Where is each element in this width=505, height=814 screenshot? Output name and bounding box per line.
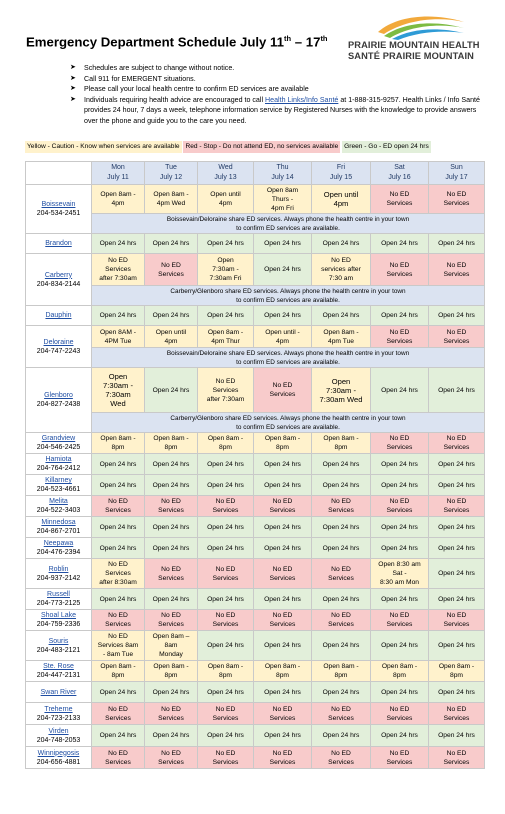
schedule-cell: Open 24 hrs <box>371 631 429 661</box>
ed-schedule-table <box>25 161 485 769</box>
schedule-cell: Open 24 hrs <box>254 454 312 475</box>
location-cell <box>26 475 92 496</box>
location-link[interactable]: Souris <box>48 637 69 645</box>
location-link[interactable]: Glenboro <box>44 392 73 399</box>
schedule-cell: Open 24 hrs <box>371 682 429 703</box>
location-link[interactable]: Neepawa <box>43 540 74 547</box>
table-row <box>26 496 485 517</box>
schedule-cell: Open 24 hrs <box>254 517 312 538</box>
schedule-cell: No ED Services <box>198 496 254 517</box>
schedule-cell: Open 8am - 4pm Tue <box>312 326 371 348</box>
location-phone: 204-867-2701 <box>36 528 81 535</box>
schedule-cell: No ED Services after 7:30am <box>198 368 254 413</box>
location-link[interactable]: Roblin <box>48 565 69 573</box>
schedule-cell: Open until 4pm <box>198 185 254 214</box>
location-link[interactable]: Deloraine <box>43 338 74 346</box>
schedule-cell: No ED Services <box>145 747 198 769</box>
schedule-cell: No ED Services <box>254 368 312 413</box>
schedule-cell: Open 24 hrs <box>371 725 429 747</box>
shared-services-note: Carberry/Glenboro share ED services. Always phone the health centre in your town to confirm ED services are available. <box>92 413 485 433</box>
schedule-cell: Open 24 hrs <box>145 725 198 747</box>
location-link[interactable]: Carberry <box>44 271 73 279</box>
table-header-row <box>26 162 485 185</box>
table-row <box>26 306 485 326</box>
schedule-cell: Open 24 hrs <box>92 725 145 747</box>
schedule-cell: No ED Services <box>198 559 254 589</box>
schedule-cell: No ED Services <box>429 747 485 769</box>
location-link[interactable]: Treherne <box>44 705 73 713</box>
schedule-cell: No ED Services <box>254 703 312 725</box>
schedule-cell: Open 24 hrs <box>145 454 198 475</box>
location-cell <box>26 538 92 559</box>
title-mid: – 17 <box>291 34 321 50</box>
schedule-cell: Open 24 hrs <box>145 589 198 610</box>
schedule-cell: Open 24 hrs <box>371 517 429 538</box>
table-row <box>26 703 485 725</box>
logo-text-english: PRAIRIE MOUNTAIN HEALTH <box>348 40 480 50</box>
schedule-cell: No ED Services 8am - 8am Tue <box>92 631 145 661</box>
schedule-cell: No ED Services <box>429 703 485 725</box>
schedule-cell: No ED Services <box>312 703 371 725</box>
schedule-cell: Open 24 hrs <box>254 234 312 254</box>
shared-services-note: Boissevain/Deloraine share ED services. Always phone the health centre in your town to confirm ED services are available. <box>92 214 485 234</box>
schedule-cell: No ED Services <box>92 610 145 631</box>
location-phone: 204-834-2144 <box>36 280 81 288</box>
day-header: Thu July 14 <box>254 162 312 185</box>
location-cell <box>26 496 92 517</box>
location-cell <box>26 703 92 725</box>
location-phone: 204-827-2438 <box>36 401 81 408</box>
table-row <box>26 475 485 496</box>
schedule-cell: No ED Services <box>92 496 145 517</box>
schedule-cell: Open 24 hrs <box>198 682 254 703</box>
schedule-cell: No ED Services <box>371 703 429 725</box>
notice-item <box>70 84 490 95</box>
schedule-cell: Open 8am Thurs - 4pm Fri <box>254 185 312 214</box>
shared-services-note-row <box>26 348 485 368</box>
location-cell <box>26 326 92 368</box>
shared-services-note-row <box>26 214 485 234</box>
schedule-cell: Open 24 hrs <box>312 538 371 559</box>
schedule-cell: Open 8am - 8pm <box>92 433 145 454</box>
schedule-cell: Open 24 hrs <box>198 306 254 326</box>
table-row <box>26 725 485 747</box>
schedule-cell: Open 8am - 8pm <box>312 433 371 454</box>
schedule-cell: Open 24 hrs <box>92 682 145 703</box>
schedule-cell: Open 24 hrs <box>429 538 485 559</box>
schedule-cell: Open 24 hrs <box>254 631 312 661</box>
schedule-cell: Open until 4pm <box>145 326 198 348</box>
schedule-cell: Open 24 hrs <box>312 682 371 703</box>
schedule-cell: Open 8am - 4pm Thur <box>198 326 254 348</box>
schedule-cell: Open 24 hrs <box>254 682 312 703</box>
schedule-cell: Open 24 hrs <box>198 475 254 496</box>
schedule-cell: Open 8am - 8pm <box>371 661 429 682</box>
legend-yellow: Yellow - Caution - Know when services are available <box>25 141 182 153</box>
schedule-cell: No ED Services after 7:30am <box>92 254 145 286</box>
schedule-body <box>26 185 485 769</box>
schedule-cell: Open 24 hrs <box>198 234 254 254</box>
shared-services-note-row <box>26 286 485 306</box>
location-link[interactable]: Melita <box>49 498 68 505</box>
schedule-cell: No ED Services <box>254 559 312 589</box>
schedule-cell: Open 24 hrs <box>312 475 371 496</box>
schedule-cell: No ED Services <box>145 610 198 631</box>
location-phone: 204-522-3403 <box>36 507 81 514</box>
notice-text: at 1-888-315-9257. Health Links / Info Santé provides 24 hour, 7 days a week, telephone information service by Registered Nurses with the knowledge to provide answers over the phone and guide you to the care you need. <box>84 95 480 125</box>
schedule-cell: No ED Services <box>198 610 254 631</box>
schedule-cell: Open 24 hrs <box>145 682 198 703</box>
day-header: Wed July 13 <box>198 162 254 185</box>
schedule-cell: Open 8am - 8pm <box>145 433 198 454</box>
schedule-cell: Open 24 hrs <box>254 725 312 747</box>
notice-list <box>70 63 490 126</box>
location-cell <box>26 631 92 661</box>
location-phone: 204-773-2125 <box>36 600 81 607</box>
location-cell <box>26 254 92 306</box>
schedule-cell: No ED Services <box>371 185 429 214</box>
location-link[interactable]: Minnedosa <box>41 519 76 526</box>
schedule-cell: Open 24 hrs <box>198 725 254 747</box>
schedule-cell: Open 24 hrs <box>371 589 429 610</box>
table-row <box>26 517 485 538</box>
location-link[interactable]: Killarney <box>45 477 72 484</box>
schedule-cell: Open 24 hrs <box>92 306 145 326</box>
location-phone: 204-476-2394 <box>36 549 81 556</box>
location-cell <box>26 747 92 769</box>
table-row <box>26 368 485 413</box>
location-phone: 204-723-2133 <box>36 714 81 722</box>
schedule-cell: No ED Services <box>371 747 429 769</box>
schedule-cell: Open 24 hrs <box>254 475 312 496</box>
schedule-cell: No ED Services <box>254 747 312 769</box>
logo-text-french: SANTÉ PRAIRIE MOUNTAIN <box>348 51 474 61</box>
schedule-cell: Open 24 hrs <box>254 589 312 610</box>
schedule-cell: No ED Services <box>371 610 429 631</box>
schedule-cell: Open 8am - 8pm <box>92 661 145 682</box>
location-cell <box>26 454 92 475</box>
day-header: Mon July 11 <box>92 162 145 185</box>
schedule-cell: Open 24 hrs <box>198 538 254 559</box>
schedule-cell: Open 24 hrs <box>92 538 145 559</box>
location-link[interactable]: Dauphin <box>45 312 72 319</box>
schedule-cell: No ED Services <box>312 747 371 769</box>
location-cell <box>26 433 92 454</box>
location-cell <box>26 610 92 631</box>
logo-swoosh-icon <box>376 10 466 40</box>
schedule-cell: No ED Services <box>371 254 429 286</box>
legend-red: Red - Stop - Do not attend ED, no services available <box>183 141 340 153</box>
day-header: Tue July 12 <box>145 162 198 185</box>
location-cell <box>26 517 92 538</box>
notice-item <box>70 95 490 127</box>
schedule-cell: Open 7:30am - 7:30am Fri <box>198 254 254 286</box>
location-phone: 204-447-2131 <box>36 672 81 679</box>
schedule-cell: No ED Services <box>371 326 429 348</box>
schedule-cell: No ED Services <box>145 559 198 589</box>
schedule-cell: Open 24 hrs <box>254 538 312 559</box>
table-row <box>26 538 485 559</box>
schedule-cell: Open 24 hrs <box>145 517 198 538</box>
location-cell <box>26 661 92 682</box>
location-link[interactable]: Grandview <box>41 435 76 442</box>
title-sup-start: th <box>284 34 292 43</box>
schedule-cell: No ED Services <box>429 185 485 214</box>
schedule-cell: No ED Services <box>145 703 198 725</box>
location-cell <box>26 725 92 747</box>
schedule-cell: Open 8am - 8pm <box>254 433 312 454</box>
shared-services-note: Boissevain/Deloraine share ED services. Always phone the health centre in your town to confirm ED services are available. <box>92 348 485 368</box>
schedule-cell: No ED Services <box>429 433 485 454</box>
schedule-cell: No ED Services <box>145 254 198 286</box>
location-link[interactable]: Boissevain <box>41 201 76 208</box>
schedule-cell: Open 24 hrs <box>429 368 485 413</box>
schedule-cell: Open until - 4pm <box>254 326 312 348</box>
notice-text: Please call your local health centre to confirm ED services are available <box>84 85 309 93</box>
schedule-cell: Open 24 hrs <box>198 454 254 475</box>
schedule-cell: No ED Services <box>312 610 371 631</box>
notice-text: Individuals requiring health advice are encouraged to call <box>84 95 266 104</box>
schedule-cell: Open 24 hrs <box>312 725 371 747</box>
health-links-link[interactable]: Health Links/Info Santé <box>265 95 339 104</box>
table-row <box>26 682 485 703</box>
schedule-cell: Open 24 hrs <box>312 454 371 475</box>
location-link[interactable]: Russell <box>47 591 70 598</box>
location-link[interactable]: Shoal Lake <box>40 612 77 619</box>
schedule-cell: No ED Services <box>198 747 254 769</box>
bullet-arrow-icon: ➤ <box>70 85 76 92</box>
schedule-cell: No ED Services <box>371 433 429 454</box>
schedule-cell: No ED Services <box>198 703 254 725</box>
location-phone: 204-523-4661 <box>36 486 81 493</box>
schedule-cell: No ED Services <box>429 254 485 286</box>
schedule-cell: Open 24 hrs <box>429 454 485 475</box>
schedule-cell: Open 8:30 am Sat - 8:30 am Mon <box>371 559 429 589</box>
schedule-cell: Open 24 hrs <box>145 538 198 559</box>
day-header: Fri July 15 <box>312 162 371 185</box>
table-row <box>26 454 485 475</box>
table-row <box>26 326 485 348</box>
table-row <box>26 254 485 286</box>
schedule-cell: Open 8am - 8pm <box>312 661 371 682</box>
schedule-cell: Open 24 hrs <box>312 517 371 538</box>
schedule-cell: No ED Services <box>429 610 485 631</box>
schedule-cell: Open 24 hrs <box>92 475 145 496</box>
table-row <box>26 185 485 214</box>
schedule-cell: Open 8am - 8pm <box>198 433 254 454</box>
location-phone: 204-764-2412 <box>36 465 81 472</box>
schedule-cell: No ED Services <box>312 559 371 589</box>
table-row <box>26 234 485 254</box>
location-phone: 204-483-2121 <box>36 646 81 654</box>
schedule-cell: Open 24 hrs <box>92 454 145 475</box>
bullet-arrow-icon: ➤ <box>70 64 76 71</box>
schedule-cell: Open 7:30am - 7:30am Wed <box>92 368 145 413</box>
schedule-cell: Open 24 hrs <box>92 234 145 254</box>
schedule-cell: Open 24 hrs <box>145 368 198 413</box>
schedule-cell: No ED Services <box>312 496 371 517</box>
schedule-cell: No ED Services <box>92 703 145 725</box>
schedule-cell: Open 7:30am - 7:30am Wed <box>312 368 371 413</box>
location-link[interactable]: Winnipegosis <box>37 749 80 757</box>
location-link[interactable]: Ste. Rose <box>43 663 74 670</box>
schedule-cell: Open 24 hrs <box>312 306 371 326</box>
schedule-cell: Open 24 hrs <box>145 234 198 254</box>
schedule-cell: Open 24 hrs <box>429 306 485 326</box>
notice-item <box>70 63 490 74</box>
table-row <box>26 661 485 682</box>
schedule-cell: Open 24 hrs <box>429 559 485 589</box>
schedule-cell: Open 24 hrs <box>145 475 198 496</box>
location-phone: 204-747-2243 <box>36 347 81 355</box>
schedule-cell: No ED Services <box>92 747 145 769</box>
schedule-cell: Open 24 hrs <box>429 475 485 496</box>
schedule-cell: No ED Services <box>145 496 198 517</box>
title-sup-end: th <box>320 34 328 43</box>
schedule-cell: Open 8am - 8pm <box>254 661 312 682</box>
schedule-cell: Open 8am - 8pm <box>198 661 254 682</box>
location-cell <box>26 306 92 326</box>
schedule-cell: Open 24 hrs <box>92 517 145 538</box>
schedule-cell: Open 8am - 8pm <box>145 661 198 682</box>
schedule-cell: Open 24 hrs <box>198 517 254 538</box>
schedule-cell: Open 8am - 8pm <box>429 661 485 682</box>
schedule-cell: Open 24 hrs <box>429 631 485 661</box>
color-legend <box>25 141 480 153</box>
location-cell <box>26 185 92 234</box>
table-row <box>26 747 485 769</box>
legend-green: Green - Go - ED open 24 hrs <box>342 141 431 153</box>
location-cell <box>26 559 92 589</box>
location-cell <box>26 234 92 254</box>
schedule-cell: Open 24 hrs <box>371 306 429 326</box>
shared-services-note: Carberry/Glenboro share ED services. Always phone the health centre in your town to confirm ED services are available. <box>92 286 485 306</box>
location-phone: 204-656-4881 <box>36 758 81 766</box>
location-cell <box>26 368 92 433</box>
location-cell <box>26 682 92 703</box>
schedule-cell: Open 8AM - 4PM Tue <box>92 326 145 348</box>
table-row <box>26 559 485 589</box>
schedule-cell: No ED Services <box>371 496 429 517</box>
bullet-arrow-icon: ➤ <box>70 95 76 103</box>
location-phone: 204-546-2425 <box>36 444 81 451</box>
notice-text: Call 911 for EMERGENT situations. <box>84 74 196 83</box>
schedule-cell: Open 24 hrs <box>254 254 312 286</box>
schedule-cell: Open 24 hrs <box>312 631 371 661</box>
schedule-cell: Open 24 hrs <box>371 234 429 254</box>
schedule-cell: Open 24 hrs <box>429 517 485 538</box>
schedule-cell: No ED Services <box>429 496 485 517</box>
schedule-cell: Open 24 hrs <box>429 682 485 703</box>
table-row <box>26 610 485 631</box>
schedule-cell: Open until 4pm <box>312 185 371 214</box>
schedule-cell: No ED Services <box>429 326 485 348</box>
bullet-arrow-icon: ➤ <box>70 74 76 82</box>
notice-item <box>70 74 490 85</box>
table-row <box>26 589 485 610</box>
schedule-cell: Open 24 hrs <box>198 589 254 610</box>
schedule-cell: Open 24 hrs <box>429 234 485 254</box>
schedule-cell: Open 24 hrs <box>145 306 198 326</box>
location-link[interactable]: Brandon <box>45 240 72 247</box>
table-row <box>26 631 485 661</box>
day-header: Sun July 17 <box>429 162 485 185</box>
schedule-cell: Open 24 hrs <box>371 475 429 496</box>
location-phone: 204-759-2336 <box>36 621 81 628</box>
schedule-cell: Open 24 hrs <box>371 368 429 413</box>
schedule-cell: Open 24 hrs <box>254 306 312 326</box>
schedule-cell: Open 8am - 4pm <box>92 185 145 214</box>
schedule-cell: Open 24 hrs <box>371 538 429 559</box>
page-title <box>26 34 328 49</box>
schedule-cell: Open 24 hrs <box>198 631 254 661</box>
notice-text: Schedules are subject to change without notice. <box>84 64 235 72</box>
schedule-cell: Open 24 hrs <box>429 725 485 747</box>
schedule-cell: Open 24 hrs <box>312 589 371 610</box>
header-corner <box>26 162 92 185</box>
day-header: Sat July 16 <box>371 162 429 185</box>
schedule-cell: No ED Services <box>254 496 312 517</box>
schedule-cell: Open 8am - 4pm Wed <box>145 185 198 214</box>
schedule-cell: Open 8am – 8am Monday <box>145 631 198 661</box>
title-main: Emergency Department Schedule July 11 <box>26 34 284 50</box>
location-cell <box>26 589 92 610</box>
schedule-cell: Open 24 hrs <box>429 589 485 610</box>
prairie-mountain-health-logo <box>348 10 498 65</box>
location-phone: 204-748-2053 <box>36 736 81 744</box>
schedule-cell: Open 24 hrs <box>371 454 429 475</box>
schedule-cell: No ED services after 7:30 am <box>312 254 371 286</box>
schedule-cell: No ED Services <box>254 610 312 631</box>
schedule-cell: Open 24 hrs <box>312 234 371 254</box>
location-link[interactable]: Hamiota <box>45 456 72 463</box>
location-phone: 204-937-2142 <box>36 574 81 582</box>
schedule-cell: No ED Services after 8:30am <box>92 559 145 589</box>
location-link[interactable]: Swan River <box>40 688 77 696</box>
shared-services-note-row <box>26 413 485 433</box>
schedule-cell: Open 24 hrs <box>92 589 145 610</box>
table-row <box>26 433 485 454</box>
location-phone: 204-534-2451 <box>36 210 81 217</box>
location-link[interactable]: Virden <box>48 727 69 735</box>
